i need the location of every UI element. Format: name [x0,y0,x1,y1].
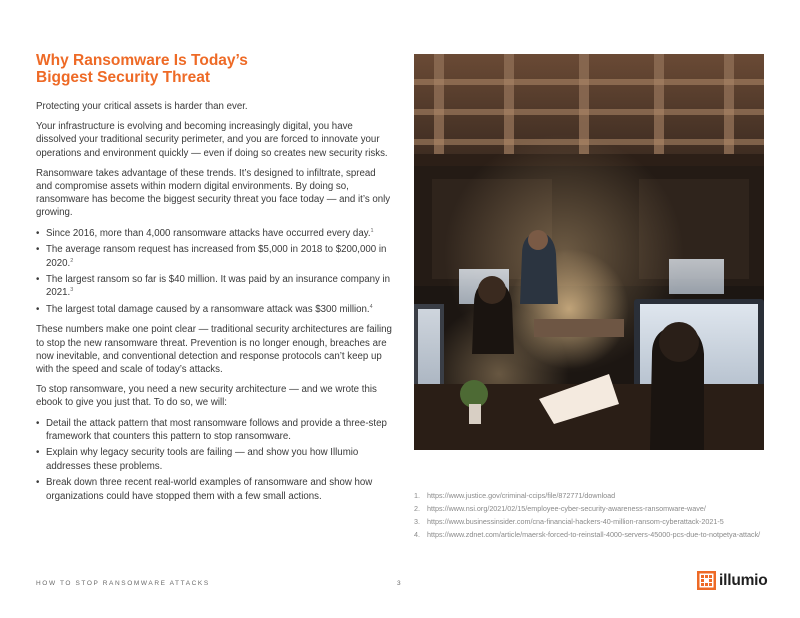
footnote-ref: 3 [70,287,74,294]
bullet-icon: • [36,304,40,316]
goal-text: Detail the attack pattern that most ransomware follows and provide a three-step framework that counters this pattern to stop ransomware. [46,417,387,442]
list-item [36,446,392,472]
list-item [36,476,392,502]
footnote-item [414,517,774,527]
logo-text: illumio [719,571,768,589]
list-item [36,273,392,299]
title-line-2: Biggest Security Threat [36,69,210,86]
footnote-link[interactable]: https://www.nsi.org/2021/02/15/employee-cyber-security-awareness-ransomware-wave/ [427,504,706,513]
footnote-number: 4. [414,530,420,539]
bullet-icon: • [36,447,40,459]
ebook-paragraph: To stop ransomware, you need a new security architecture — and we wrote this ebook to give you just that. To do so, we will: [36,384,377,409]
office-photo-icon [414,54,764,450]
goal-text: Explain why legacy security tools are failing — and show you how Illumio addresses these problems. [46,447,359,472]
list-item [36,227,392,240]
bullet-icon: • [36,417,40,429]
list-item [36,243,392,269]
illumio-logo [697,571,768,590]
list-item [36,417,392,443]
footnote-ref: 1 [370,227,374,234]
numbers-paragraph: These numbers make one point clear — traditional security architectures are failing to stop the new ransomware threat. Prevention is no longer enough, breaches are now inevitable, and conventional detection and response protocols can’t keep up with the speed and scale of today’s attacks. [36,324,392,375]
page-number: 3 [397,580,401,587]
footnote-number: 1. [414,491,420,500]
list-item [36,303,392,316]
body-column [36,100,392,510]
illumio-logo-icon [697,571,716,590]
footnote-item [414,530,774,540]
footnote-link[interactable]: https://www.businessinsider.com/cna-financial-hackers-40-million-ransom-cyberattack-2021-5 [427,517,724,526]
footnote-item [414,491,774,501]
bullet-icon: • [36,477,40,489]
footnote-number: 3. [414,517,420,526]
title-line-1: Why Ransomware Is Today’s [36,52,248,69]
stat-text: Since 2016, more than 4,000 ransomware attacks have occurred every day. [46,227,371,239]
footnote-link[interactable]: https://www.zdnet.com/article/maersk-forced-to-reinstall-4000-servers-45000-pcs-due-to-notpetya-attack/ [427,530,761,539]
goal-text: Break down three recent real-world examples of ransomware and show how organizations could have stopped them with a few small actions. [46,477,373,502]
footnote-ref: 2 [70,257,74,264]
footer-title: HOW TO STOP RANSOMWARE ATTACKS [36,580,210,587]
bullet-icon: • [36,227,40,239]
stat-text: The average ransom request has increased from $5,000 in 2018 to $200,000 in 2020. [46,244,387,269]
intro-paragraph: Protecting your critical assets is harder than ever. [36,101,248,112]
bullet-icon: • [36,244,40,256]
page-title [36,52,376,86]
office-photo [414,54,764,450]
footnote-item [414,504,774,514]
stat-text: The largest total damage caused by a ransomware attack was $300 million. [46,304,370,316]
footnote-ref: 4 [369,303,373,310]
stat-text: The largest ransom so far is $40 million. It was paid by an insurance company in 2021. [46,274,391,299]
footnote-number: 2. [414,504,420,513]
ransomware-paragraph: Ransomware takes advantage of these trends. It’s designed to infiltrate, spread and compromise assets within modern digital environments. By doing so, ransomware has become the biggest security threat you face today — and it’s only growing. [36,167,391,219]
footnotes [414,491,774,543]
goals-list [36,417,392,503]
footnote-link[interactable]: https://www.justice.gov/criminal-ccips/file/872771/download [427,491,616,500]
infrastructure-paragraph: Your infrastructure is evolving and becoming increasingly digital, you have dissolved your traditional security perimeter, and you are forced to innovate your operations and environment quickly — even if doing so creates new security risks. [36,121,388,159]
bullet-icon: • [36,274,40,286]
stats-list [36,227,392,317]
